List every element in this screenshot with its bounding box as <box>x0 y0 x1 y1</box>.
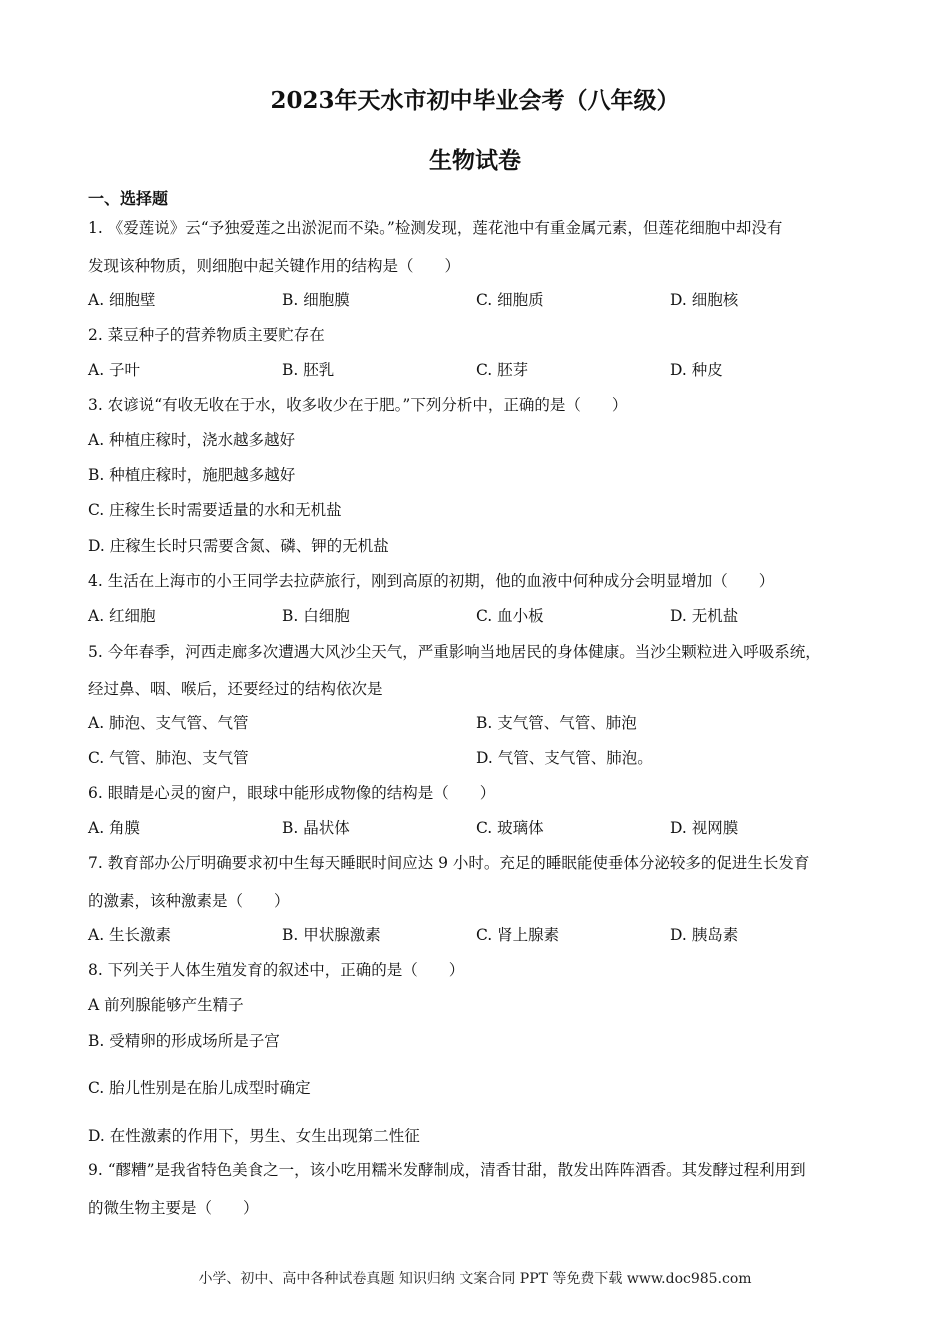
question-5-option-a: A. 肺泡、支气管、气管 <box>88 714 249 732</box>
question-7-option-d: D. 胰岛素 <box>670 926 739 944</box>
question-5-option-d: D. 气管、支气管、肺泡。 <box>476 749 653 767</box>
question-7-option-a: A. 生长激素 <box>88 926 172 944</box>
question-4-option-b: B. 白细胞 <box>282 607 350 625</box>
question-7-line-2: 的激素，该种激素是（ ） <box>88 892 290 910</box>
question-3-option-b: B. 种植庄稼时，施肥越多越好 <box>88 466 296 484</box>
question-2-option-b: B. 胚乳 <box>282 361 335 379</box>
question-5-line-1: 5. 今年春季，河西走廊多次遭遇大风沙尘天气，严重影响当地居民的身体健康。当沙尘颗粒进入呼吸系统， <box>88 643 821 661</box>
question-9-line-1: 9. “醪糟”是我省特色美食之一，该小吃用糯米发酵制成，清香甘甜，散发出阵阵酒香。其发酵过程利用到 <box>88 1161 806 1179</box>
exam-title: 2023年天水市初中毕业会考（八年级） <box>270 87 680 114</box>
question-4-line-1: 4. 生活在上海市的小王同学去拉萨旅行，刚到高原的初期，他的血液中何种成分会明显增加（ ） <box>88 572 775 590</box>
question-8-option-c: C. 胎儿性别是在胎儿成型时确定 <box>88 1079 311 1097</box>
question-3-option-d: D. 庄稼生长时只需要含氮、磷、钾的无机盐 <box>88 537 389 555</box>
question-2-option-c: C. 胚芽 <box>476 361 529 379</box>
question-7-option-c: C. 肾上腺素 <box>476 926 560 944</box>
question-5-option-c: C. 气管、肺泡、支气管 <box>88 749 249 767</box>
footer-banner: 小学、初中、高中各种试卷真题 知识归纳 文案合同 PPT 等免费下载 www.doc985.com <box>198 1271 752 1287</box>
question-1-option-d: D. 细胞核 <box>670 291 739 309</box>
question-8-option-b: B. 受精卵的形成场所是子宫 <box>88 1032 280 1050</box>
question-2-option-a: A. 子叶 <box>88 361 141 379</box>
question-6-option-a: A. 角膜 <box>88 819 141 837</box>
question-2-line-1: 2. 菜豆种子的营养物质主要贮存在 <box>88 326 325 344</box>
question-6-option-c: C. 玻璃体 <box>476 819 544 837</box>
question-8-line-1: 8. 下列关于人体生殖发育的叙述中，正确的是（ ） <box>88 961 465 979</box>
question-8-option-d: D. 在性激素的作用下，男生、女生出现第二性征 <box>88 1127 420 1145</box>
question-1-option-c: C. 细胞质 <box>476 291 544 309</box>
exam-subtitle: 生物试卷 <box>429 147 521 174</box>
question-3-line-1: 3. 农谚说“有收无收在于水，收多收少在于肥。”下列分析中，正确的是（ ） <box>88 396 628 414</box>
question-1-option-b: B. 细胞膜 <box>282 291 350 309</box>
question-6-option-b: B. 晶状体 <box>282 819 350 837</box>
question-1-line-1: 1. 《爱莲说》云“予独爱莲之出淤泥而不染。”检测发现，莲花池中有重金属元素，但莲花细胞中却没有 <box>88 219 783 237</box>
question-9-line-2: 的微生物主要是（ ） <box>88 1199 259 1217</box>
question-5-line-2: 经过鼻、咽、喉后，还要经过的结构依次是 <box>88 680 383 698</box>
section-heading: 一、选择题 <box>88 189 169 208</box>
question-1-line-2: 发现该种物质，则细胞中起关键作用的结构是（ ） <box>88 257 461 275</box>
question-5-option-b: B. 支气管、气管、肺泡 <box>476 714 637 732</box>
question-3-option-c: C. 庄稼生长时需要适量的水和无机盐 <box>88 501 342 519</box>
question-6-line-1: 6. 眼睛是心灵的窗户，眼球中能形成物像的结构是（ ） <box>88 784 496 802</box>
question-1-option-a: A. 细胞壁 <box>88 291 156 309</box>
question-7-option-b: B. 甲状腺激素 <box>282 926 381 944</box>
question-8-option-a: A 前列腺能够产生精子 <box>88 996 244 1014</box>
question-2-option-d: D. 种皮 <box>670 361 723 379</box>
question-4-option-c: C. 血小板 <box>476 607 544 625</box>
question-4-option-a: A. 红细胞 <box>88 607 156 625</box>
question-3-option-a: A. 种植庄稼时，浇水越多越好 <box>88 431 296 449</box>
question-6-option-d: D. 视网膜 <box>670 819 739 837</box>
question-7-line-1: 7. 教育部办公厅明确要求初中生每天睡眠时间应达 9 小时。充足的睡眠能使垂体分泌较多的促进生长发育 <box>88 854 810 872</box>
question-4-option-d: D. 无机盐 <box>670 607 739 625</box>
